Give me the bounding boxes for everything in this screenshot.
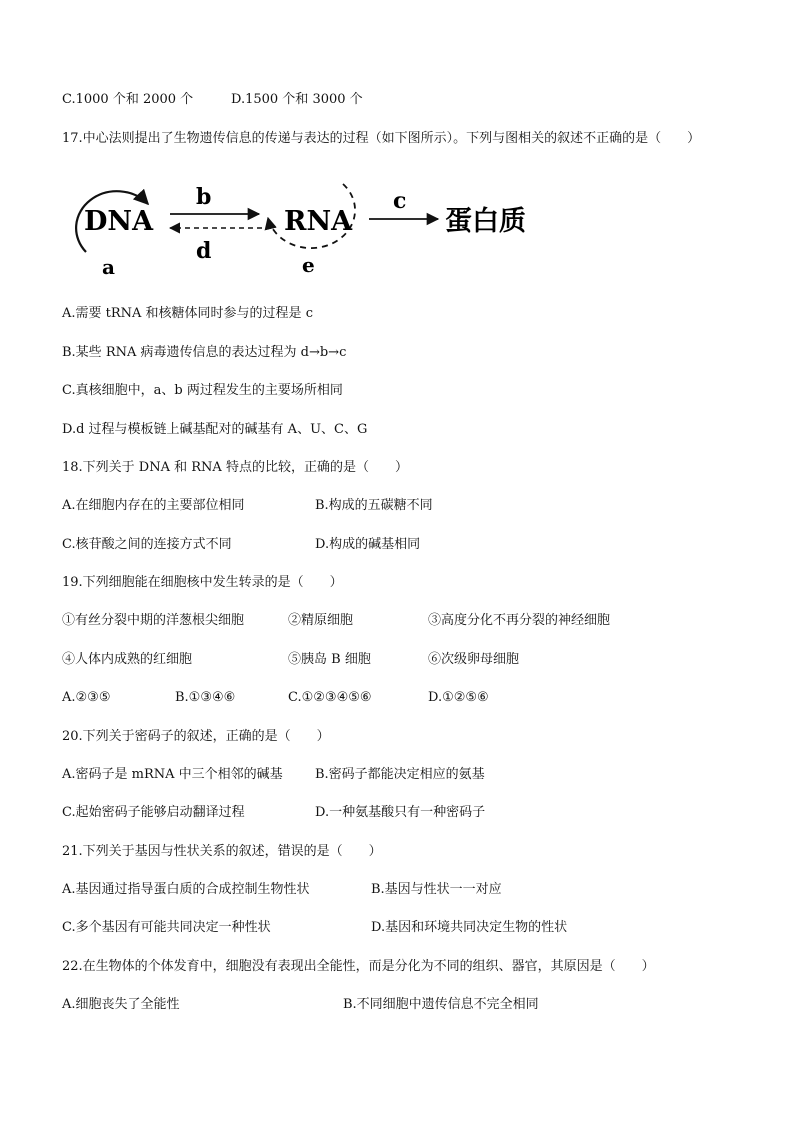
q22-option-b: B.不同细胞中遗传信息不完全相同 [343,997,539,1012]
q19-item-5: ⑤胰岛 B 细胞 [288,652,371,667]
q18-option-d: D.构成的碱基相同 [315,537,421,552]
q19-stem: 19.下列细胞能在细胞核中发生转录的是（ ） [62,575,343,590]
q19-item-3: ③高度分化不再分裂的神经细胞 [428,613,611,628]
q19-option-b: B.①③④⑥ [175,690,236,705]
q17-stem: 17.中心法则提出了生物遗传信息的传递与表达的过程（如下图所示）。下列与图相关的叙述不正确的是（ ） [62,131,701,146]
q18-option-c: C.核苷酸之间的连接方式不同 [62,537,232,552]
rna-label: RNA [284,206,353,237]
q20-option-c: C.起始密码子能够启动翻译过程 [62,805,245,820]
q19-item-6: ⑥次级卵母细胞 [428,652,520,667]
label-d: d [196,238,212,264]
label-c: c [393,188,407,214]
q22-stem: 22.在生物体的个体发育中，细胞没有表现出全能性，而是分化为不同的组织、器官，其原因是（ ） [62,959,655,974]
label-b: b [196,184,212,210]
q20-stem: 20.下列关于密码子的叙述，正确的是（ ） [62,729,330,744]
q20-option-d: D.一种氨基酸只有一种密码子 [315,805,486,820]
label-e: e [302,253,315,277]
q19-item-4: ④人体内成熟的红细胞 [62,652,193,667]
q22-option-a: A.细胞丧失了全能性 [62,997,180,1012]
q19-option-d: D.①②⑤⑥ [428,690,489,705]
q21-option-c: C.多个基因有可能共同决定一种性状 [62,920,271,935]
q21-option-b: B.基因与性状一一对应 [371,882,502,897]
q16-option-c: C.1000 个和 2000 个 [62,92,194,107]
q21-option-d: D.基因和环境共同决定生物的性状 [371,920,568,935]
q19-option-c: C.①②③④⑤⑥ [288,690,372,705]
q18-option-b: B.构成的五碳糖不同 [315,498,433,513]
label-a: a [102,255,115,279]
q21-stem: 21.下列关于基因与性状关系的叙述，错误的是（ ） [62,844,382,859]
q18-option-a: A.在细胞内存在的主要部位相同 [62,498,245,513]
q20-option-a: A.密码子是 mRNA 中三个相邻的碱基 [62,767,283,782]
q17-option-b: B.某些 RNA 病毒遗传信息的表达过程为 d→b→c [62,345,347,360]
dna-label: DNA [84,206,154,237]
q19-item-1: ①有丝分裂中期的洋葱根尖细胞 [62,613,245,628]
q16-option-d: D.1500 个和 3000 个 [231,92,363,107]
central-dogma-diagram [62,166,562,280]
q19-item-2: ②精原细胞 [288,613,354,628]
q21-option-a: A.基因通过指导蛋白质的合成控制生物性状 [62,882,310,897]
q19-option-a: A.②③⑤ [62,690,111,705]
protein-label: 蛋白质 [445,206,526,237]
q20-option-b: B.密码子都能决定相应的氨基 [315,767,485,782]
q17-option-a: A.需要 tRNA 和核糖体同时参与的过程是 c [62,306,313,321]
q17-option-c: C.真核细胞中，a、b 两过程发生的主要场所相同 [62,383,343,398]
q17-option-d: D.d 过程与模板链上碱基配对的碱基有 A、U、C、G [62,422,368,437]
q18-stem: 18.下列关于 DNA 和 RNA 特点的比较，正确的是（ ） [62,460,408,475]
